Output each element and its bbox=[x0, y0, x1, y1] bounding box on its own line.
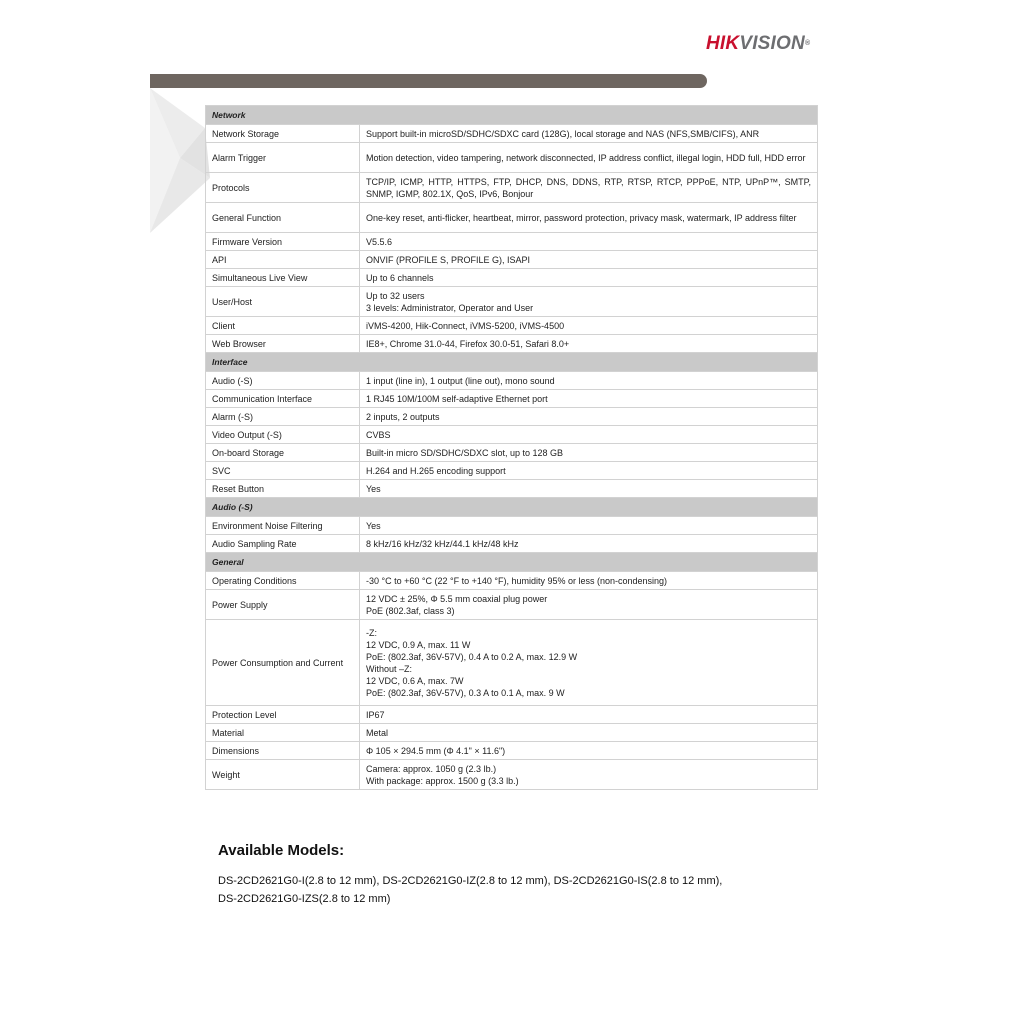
spec-value-line: Φ 105 × 294.5 mm (Φ 4.1" × 11.6") bbox=[366, 745, 506, 756]
spec-value bbox=[360, 444, 818, 462]
spec-value-line: 2 inputs, 2 outputs bbox=[366, 411, 440, 422]
spec-row bbox=[206, 408, 818, 426]
spec-label: Operating Conditions bbox=[206, 572, 360, 590]
section-header-row bbox=[206, 553, 818, 572]
models-line-2: DS-2CD2621G0-IZS(2.8 to 12 mm) bbox=[218, 893, 391, 905]
spec-label: Material bbox=[206, 724, 360, 742]
spec-label: Environment Noise Filtering bbox=[206, 517, 360, 535]
section-title: Interface bbox=[206, 353, 818, 372]
spec-value-line: Yes bbox=[366, 483, 381, 494]
spec-row bbox=[206, 742, 818, 760]
spec-row bbox=[206, 173, 818, 203]
decorative-facet-graphic bbox=[150, 88, 210, 233]
spec-value bbox=[360, 426, 818, 444]
spec-value bbox=[360, 517, 818, 535]
spec-label: Alarm Trigger bbox=[206, 143, 360, 173]
spec-value bbox=[360, 269, 818, 287]
spec-label: Simultaneous Live View bbox=[206, 269, 360, 287]
header-bar bbox=[150, 74, 707, 88]
spec-value bbox=[360, 724, 818, 742]
spec-row bbox=[206, 724, 818, 742]
spec-value-line: Up to 6 channels bbox=[366, 272, 434, 283]
section-title: Audio (-S) bbox=[206, 498, 818, 517]
spec-label: Audio (-S) bbox=[206, 372, 360, 390]
spec-row bbox=[206, 620, 818, 706]
spec-value-line: 12 VDC ± 25%, Φ 5.5 mm coaxial plug power bbox=[366, 593, 548, 604]
spec-value-line: Camera: approx. 1050 g (2.3 lb.) bbox=[366, 763, 497, 774]
spec-value-line: H.264 and H.265 encoding support bbox=[366, 465, 506, 476]
spec-row bbox=[206, 269, 818, 287]
spec-row bbox=[206, 535, 818, 553]
spec-value-line: -Z: bbox=[366, 627, 377, 638]
available-models-list bbox=[218, 872, 798, 908]
spec-value-line: 12 VDC, 0.6 A, max. 7W bbox=[366, 675, 464, 686]
spec-row bbox=[206, 317, 818, 335]
spec-label: Web Browser bbox=[206, 335, 360, 353]
spec-value-line: With package: approx. 1500 g (3.3 lb.) bbox=[366, 775, 519, 786]
models-line-1: DS-2CD2621G0-I(2.8 to 12 mm), DS-2CD2621G0-IZ(2.8 to 12 mm), DS-2CD2621G0-IS(2.8 to 12 mm), bbox=[218, 875, 723, 887]
spec-value bbox=[360, 706, 818, 724]
spec-value bbox=[360, 408, 818, 426]
spec-value-line: Without –Z: bbox=[366, 663, 413, 674]
spec-label: Dimensions bbox=[206, 742, 360, 760]
spec-value bbox=[360, 572, 818, 590]
section-title: Network bbox=[206, 106, 818, 125]
spec-label: Protocols bbox=[206, 173, 360, 203]
spec-label: General Function bbox=[206, 203, 360, 233]
spec-value-line: 12 VDC, 0.9 A, max. 11 W bbox=[366, 639, 471, 650]
spec-label: Video Output (-S) bbox=[206, 426, 360, 444]
section-title: General bbox=[206, 553, 818, 572]
spec-value-line: TCP/IP, ICMP, HTTP, HTTPS, FTP, DHCP, DNS, DDNS, RTP, RTSP, RTCP, PPPoE, NTP, UPnP™, SMTP, SNMP, IGMP, 802.1X, QoS, IPv6, Bonjour bbox=[366, 176, 812, 199]
spec-label: Protection Level bbox=[206, 706, 360, 724]
spec-label: Client bbox=[206, 317, 360, 335]
spec-value-line: 1 input (line in), 1 output (line out), mono sound bbox=[366, 375, 555, 386]
hikvision-logo bbox=[706, 33, 810, 55]
spec-value bbox=[360, 390, 818, 408]
spec-value bbox=[360, 620, 818, 706]
spec-value bbox=[360, 335, 818, 353]
spec-label: Communication Interface bbox=[206, 390, 360, 408]
spec-value-line: PoE: (802.3af, 36V-57V), 0.3 A to 0.1 A, max. 9 W bbox=[366, 687, 565, 698]
spec-label: Audio Sampling Rate bbox=[206, 535, 360, 553]
available-models-heading: Available Models: bbox=[218, 842, 345, 859]
spec-row bbox=[206, 287, 818, 317]
spec-value bbox=[360, 203, 818, 233]
spec-value-line: iVMS-4200, Hik-Connect, iVMS-5200, iVMS-4500 bbox=[366, 320, 565, 331]
spec-value-line: -30 °C to +60 °C (22 °F to +140 °F), humidity 95% or less (non-condensing) bbox=[366, 575, 668, 586]
spec-value bbox=[360, 173, 818, 203]
spec-value bbox=[360, 317, 818, 335]
spec-label: API bbox=[206, 251, 360, 269]
spec-value bbox=[360, 535, 818, 553]
spec-value-line: CVBS bbox=[366, 429, 391, 440]
spec-value-line: IE8+, Chrome 31.0-44, Firefox 30.0-51, Safari 8.0+ bbox=[366, 338, 570, 349]
spec-value-line: Motion detection, video tampering, network disconnected, IP address conflict, illegal login, HDD full, HDD error bbox=[366, 152, 806, 163]
registered-mark: ® bbox=[804, 40, 811, 47]
spec-value-line: V5.5.6 bbox=[366, 236, 393, 247]
spec-label: On-board Storage bbox=[206, 444, 360, 462]
spec-row bbox=[206, 335, 818, 353]
spec-value-line: Up to 32 users bbox=[366, 290, 425, 301]
spec-row bbox=[206, 125, 818, 143]
spec-row bbox=[206, 143, 818, 173]
section-header-row bbox=[206, 106, 818, 125]
spec-value-line: PoE: (802.3af, 36V-57V), 0.4 A to 0.2 A, max. 12.9 W bbox=[366, 651, 578, 662]
spec-label: Power Supply bbox=[206, 590, 360, 620]
spec-row bbox=[206, 444, 818, 462]
spec-label: Weight bbox=[206, 760, 360, 790]
spec-row bbox=[206, 706, 818, 724]
spec-row bbox=[206, 760, 818, 790]
spec-row bbox=[206, 480, 818, 498]
section-header-row bbox=[206, 353, 818, 372]
spec-value-line: Metal bbox=[366, 727, 389, 738]
spec-label: User/Host bbox=[206, 287, 360, 317]
spec-label: Alarm (-S) bbox=[206, 408, 360, 426]
spec-value-line: Yes bbox=[366, 520, 381, 531]
spec-value bbox=[360, 287, 818, 317]
section-header-row bbox=[206, 498, 818, 517]
spec-value-line: One-key reset, anti-flicker, heartbeat, mirror, password protection, privacy mask, watermark, IP address filter bbox=[366, 212, 797, 223]
spec-value-line: PoE (802.3af, class 3) bbox=[366, 605, 455, 616]
spec-row bbox=[206, 251, 818, 269]
spec-label: Power Consumption and Current bbox=[206, 620, 360, 706]
spec-value-line: 8 kHz/16 kHz/32 kHz/44.1 kHz/48 kHz bbox=[366, 538, 519, 549]
spec-row bbox=[206, 517, 818, 535]
spec-row bbox=[206, 426, 818, 444]
spec-row bbox=[206, 590, 818, 620]
spec-value bbox=[360, 462, 818, 480]
spec-value bbox=[360, 143, 818, 173]
spec-row bbox=[206, 203, 818, 233]
spec-value bbox=[360, 125, 818, 143]
spec-value bbox=[360, 480, 818, 498]
spec-value bbox=[360, 372, 818, 390]
spec-value bbox=[360, 251, 818, 269]
spec-value-line: Built-in micro SD/SDHC/SDXC slot, up to 128 GB bbox=[366, 447, 564, 458]
spec-value bbox=[360, 742, 818, 760]
spec-row bbox=[206, 372, 818, 390]
spec-value-line: 1 RJ45 10M/100M self-adaptive Ethernet port bbox=[366, 393, 548, 404]
spec-label: SVC bbox=[206, 462, 360, 480]
spec-value bbox=[360, 760, 818, 790]
spec-row bbox=[206, 572, 818, 590]
spec-row bbox=[206, 233, 818, 251]
spec-label: Reset Button bbox=[206, 480, 360, 498]
specification-table bbox=[205, 105, 818, 790]
spec-label: Network Storage bbox=[206, 125, 360, 143]
spec-value-line: IP67 bbox=[366, 709, 385, 720]
spec-value-line: Support built-in microSD/SDHC/SDXC card (128G), local storage and NAS (NFS,SMB/CIFS), ANR bbox=[366, 128, 760, 139]
spec-row bbox=[206, 390, 818, 408]
spec-value bbox=[360, 233, 818, 251]
spec-row bbox=[206, 462, 818, 480]
logo-part-1: HIK bbox=[706, 33, 740, 54]
spec-value-line: ONVIF (PROFILE S, PROFILE G), ISAPI bbox=[366, 254, 531, 265]
spec-value-line: 3 levels: Administrator, Operator and User bbox=[366, 302, 534, 313]
logo-part-2: VISION bbox=[739, 33, 805, 54]
spec-label: Firmware Version bbox=[206, 233, 360, 251]
spec-value bbox=[360, 590, 818, 620]
